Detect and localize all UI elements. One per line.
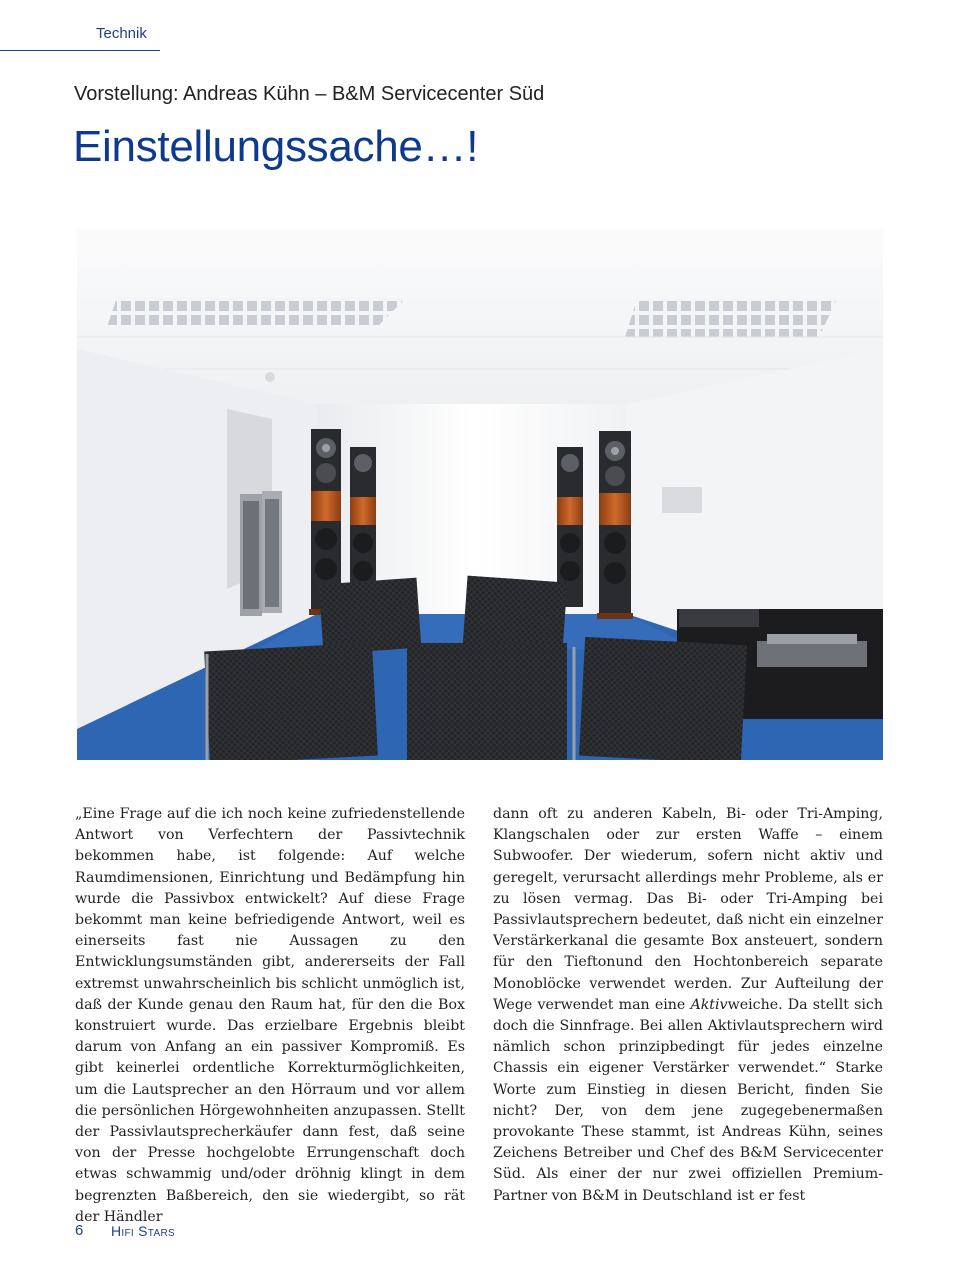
article-photo — [77, 229, 883, 760]
tower-speaker — [597, 431, 633, 619]
body-paragraph: „Eine Frage auf die ich noch keine zufriedenstellende Antwort von Verfechtern der Passivtechnik bekommen habe, ist folgende: Auf welche Raumdimensionen, Einrichtung und Bedämpfung hin wurde die Passivbox entwickelt? Auf diese Frage bekommt man keine befriedigende Antwort, weil es einerseits fast nie Aussagen zu den Entwicklungsumständen gibt, andererseits der Fall extremst unwahrscheinlich bis schlicht unmöglich ist, daß der Kunde genau den Raum hat, für den die Box konstruiert wurde. Das erzielbare Ergebnis bleibt darum von Anfang an ein passiver Kompromiß. Es gibt keinerlei ordentliche Korrekturmöglichkeiten, um die Lautsprecher an den Hörraum und vor allem die persönlichen Hörgewohnheiten anzupassen. Stellt der Passivlautsprecherkäufer dann fest, daß seine von der Presse hochgelobte Errungenschaft doch etwas schwammig und/oder dröhnig klingt in dem begrenzten Baßbereich, den sie wiedergibt, so rät der Händler — [75, 806, 465, 1225]
listening-chair — [204, 643, 378, 760]
article-title: Einstellungssache…! — [73, 122, 479, 171]
page-number: 6 — [75, 1222, 84, 1239]
section-rule — [0, 50, 160, 51]
article-column-left — [75, 804, 465, 1228]
text-run: dann oft zu anderen Kabeln, Bi- oder Tri-Amping, Klangschalen oder zur ersten Waffe – einem Subwoofer. Der wiederum, sofern nicht aktiv und geregelt, verursacht allerdings mehr Probleme, als er zu lösen vermag. Das Bi- oder Tri-Amping bei Passivlautsprechern bedeutet, daß nicht ein einzelner Verstärkerkanal die gesamte Box ansteuert, sondern für den Tieftonund den Hochtonbereich separate Monoblöcke verwendet werden. Zur Aufteilung der Wege verwendet man eine — [493, 806, 883, 1013]
listening-chair — [463, 576, 568, 653]
article-column-right — [493, 804, 883, 1207]
ceiling-light-panel — [625, 299, 837, 337]
listening-chair — [407, 643, 567, 760]
text-run: weiche. Da stellt sich doch die Sinnfrage. Bei allen Aktivlautsprechern wird nämlich schon prinzipbedingt für jedes einzelne Chassis ein eigener Verstärker verwendet.“ Starke Worte zum Einstieg in diesen Bericht, finden Sie nicht? Der, von dem jene zugegebenermaßen provokante These stammt, ist Andreas Kühn, seines Zeichens Betreiber und Chef des B&M Servicecenter Süd. Als einer der nur zwei offiziellen Premium-Partner von B&M in Deutschland ist er fest — [493, 996, 883, 1204]
ceiling-light-panel — [107, 297, 407, 327]
body-paragraph — [493, 804, 883, 1207]
magazine-name: Hifi Stars — [111, 1223, 175, 1239]
listening-chair — [579, 637, 747, 760]
italic-term: Aktiv — [690, 996, 728, 1013]
section-label: Technik — [96, 25, 147, 42]
article-kicker: Vorstellung: Andreas Kühn – B&M Servicecenter Süd — [74, 83, 545, 105]
